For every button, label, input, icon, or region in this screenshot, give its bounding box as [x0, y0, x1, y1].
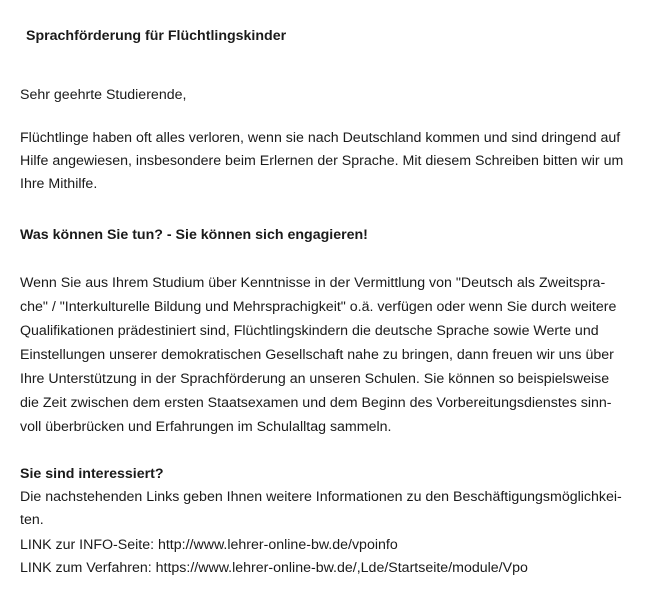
procedure-link-line: LINK zum Verfahren: https://www.lehrer-online-bw.de/,Lde/Startseite/module/Vpo	[20, 560, 528, 576]
links-intro-line: ten.	[20, 512, 44, 528]
info-link-line: LINK zur INFO-Seite: http://www.lehrer-online-bw.de/vpoinfo	[20, 537, 398, 553]
salutation: Sehr geehrte Studierende,	[20, 87, 187, 103]
intro-line: Ihre Mithilfe.	[20, 176, 98, 192]
body-line: Qualifikationen prädestiniert sind, Flüchtlingskindern die deutsche Sprache sowie Werte und	[20, 323, 599, 339]
intro-line: Hilfe angewiesen, insbesondere beim Erlernen der Sprache. Mit diesem Schreiben bitten wir um	[20, 153, 624, 169]
body-line: Einstellungen unserer demokratischen Gesellschaft nahe zu bringen, dann freuen wir uns über	[20, 347, 614, 363]
intro-line: Flüchtlinge haben oft alles verloren, wenn sie nach Deutschland kommen und sind dringend auf	[20, 130, 621, 146]
document-title: Sprachförderung für Flüchtlingskinder	[26, 28, 287, 44]
links-intro-line: Die nachstehenden Links geben Ihnen weitere Informationen zu den Beschäftigungsmöglichkei-	[20, 489, 622, 505]
body-line: Ihre Unterstützung in der Sprachförderung an unseren Schulen. Sie können so beispielsweise	[20, 371, 610, 387]
interest-heading: Sie sind interessiert?	[20, 466, 164, 482]
body-line: die Zeit zwischen dem ersten Staatsexamen und dem Beginn des Vorbereitungsdienstes sinn-	[20, 395, 612, 411]
body-line: voll überbrücken und Erfahrungen im Schulalltag sammeln.	[20, 419, 392, 435]
question-heading: Was können Sie tun? - Sie können sich engagieren!	[20, 227, 368, 243]
body-line: che" / "Interkulturelle Bildung und Mehrsprachigkeit" o.ä. verfügen oder wenn Sie durch weitere	[20, 299, 617, 315]
body-line: Wenn Sie aus Ihrem Studium über Kenntnisse in der Vermittlung von "Deutsch als Zweitspra-	[20, 275, 606, 291]
